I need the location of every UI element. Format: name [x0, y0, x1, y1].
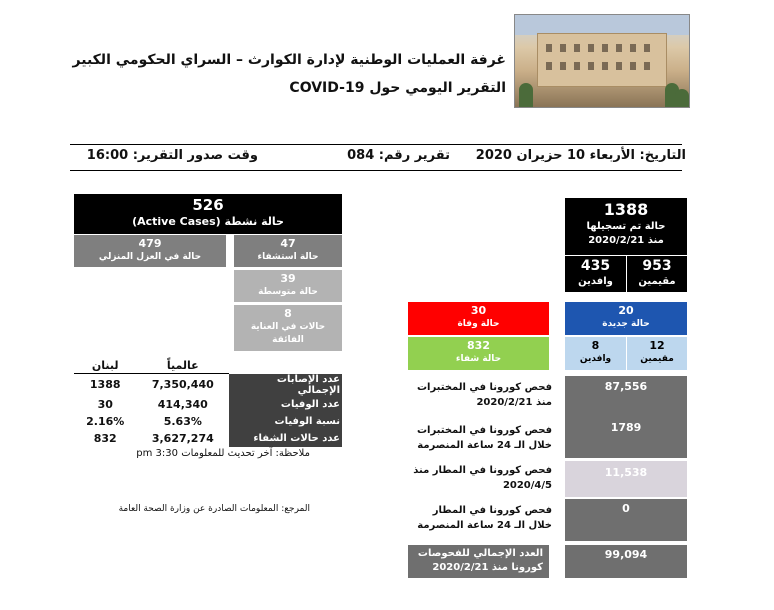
registered-total-card: [565, 198, 687, 255]
row-label: عدد حالات الشفاء: [229, 430, 342, 447]
test-label-airport-24h: فحص كورونا في المطار خلال الـ 24 ساعة المنصرمة: [417, 505, 552, 531]
critical-care-card: [234, 305, 342, 351]
report-title: غرفة العمليات الوطنية لإدارة الكوارث – السراي الحكومي الكبير: [72, 52, 506, 68]
grand-serail-photo: [514, 14, 690, 108]
report-date: التاريخ: الأربعاء 10 حزيران 2020: [475, 148, 686, 163]
lebanon-cell: 1388: [89, 378, 121, 392]
test-value-lab-total: 87,556: [604, 380, 648, 393]
source-note: المرجع: المعلومات الصادرة عن وزارة الصحة العامة: [118, 504, 310, 514]
hospitalized-label: حالة استشفاء: [257, 252, 319, 262]
lebanon-cell: 2.16%: [86, 414, 125, 428]
active-cases-value: 526: [192, 196, 224, 214]
moderate-label: حالة متوسطة: [258, 287, 318, 297]
deaths-card: [408, 302, 549, 335]
new-residents-card: [627, 337, 687, 370]
new-residents-value: 12: [649, 339, 665, 352]
col-lebanon-header: لبنان: [74, 357, 136, 374]
report-issue-time: وقت صدور التقرير: 16:00: [86, 148, 258, 163]
recovered-value: 832: [467, 339, 490, 352]
table-row: [74, 430, 342, 447]
arrivals-label: وافدين: [578, 276, 613, 287]
active-cases-card: [74, 194, 342, 234]
world-lebanon-stats-table: [74, 357, 342, 447]
new-arrivals-card: [565, 337, 626, 370]
new-arrivals-label: وافدين: [579, 354, 612, 364]
critical-care-label: حالات في العناية الفائقة: [250, 322, 326, 345]
moderate-value: 39: [280, 272, 296, 285]
new-cases-label: حالة جديدة: [602, 319, 650, 329]
test-label-grand-total: العدد الإجمالي للفحوصات كورونا منذ 2020/2/21: [417, 548, 543, 573]
active-cases-label: حالة نشطة (Active Cases): [132, 215, 284, 228]
test-value-lab-24h: 1789: [610, 421, 642, 434]
test-label-airport-total: فحص كورونا في المطار منذ 2020/4/5: [413, 465, 552, 491]
critical-care-value: 8: [284, 307, 292, 320]
test-label-lab-total: فحص كورونا في المختبرات منذ 2020/2/21: [416, 382, 552, 408]
registered-residents-card: [627, 256, 687, 292]
world-cell: 3,627,274: [151, 431, 214, 445]
home-isolation-card: [74, 235, 226, 267]
new-cases-card: [565, 302, 687, 335]
row-label: عدد الإصابات الإجمالي: [229, 374, 342, 396]
update-note: ملاحظة: آخر تحديث للمعلومات 3:30 pm: [136, 448, 310, 459]
residents-label: مقيمين: [638, 276, 676, 287]
world-cell: 5.63%: [163, 414, 202, 428]
new-cases-value: 20: [618, 304, 634, 317]
test-value-airport-total-card: [565, 461, 687, 497]
row-label: نسبة الوفيات: [229, 413, 342, 430]
test-value-airport-24h: 0: [622, 502, 630, 515]
arrivals-value: 435: [580, 258, 611, 274]
test-value-grand-total-card: [565, 545, 687, 578]
hospitalized-value: 47: [280, 237, 296, 250]
test-value-airport-total: 11,538: [604, 466, 648, 479]
table-row: [74, 413, 342, 430]
bottom-divider: [70, 170, 682, 171]
hospitalized-card: [234, 235, 342, 267]
report-subtitle: التقرير اليومي حول COVID-19: [289, 80, 506, 96]
moderate-card: [234, 270, 342, 302]
deaths-value: 30: [470, 304, 487, 317]
deaths-label: حالة وفاة: [457, 319, 500, 329]
lebanon-cell: 832: [93, 431, 117, 445]
lebanon-cell: 30: [97, 397, 113, 411]
registered-arrivals-card: [565, 256, 626, 292]
registered-total-label: حالة تم تسجيلها: [586, 221, 666, 232]
home-isolation-value: 479: [138, 237, 162, 250]
col-world-header: عالمياً: [136, 357, 229, 374]
residents-value: 953: [642, 258, 672, 274]
test-label-lab-24h: فحص كورونا في المختبرات خلال الـ 24 ساعة المنصرمة: [416, 425, 552, 451]
registered-total-value: 1388: [603, 200, 649, 219]
world-cell: 414,340: [157, 397, 208, 411]
top-divider: [70, 144, 682, 145]
table-row: [74, 374, 342, 396]
report-number: تقرير رقم: 084: [347, 148, 450, 163]
test-value-lab-total-card: [565, 376, 687, 419]
table-row: [74, 396, 342, 413]
new-arrivals-value: 8: [591, 339, 600, 352]
test-value-airport-24h-card: [565, 499, 687, 541]
registered-since: منذ 2020/2/21: [588, 235, 664, 246]
test-value-grand-total: 99,094: [604, 548, 648, 561]
recovered-label: حالة شفاء: [455, 354, 502, 364]
new-residents-label: مقيمين: [640, 354, 674, 364]
row-label: عدد الوفيات: [229, 396, 342, 413]
test-label-grand-total-card: [408, 545, 549, 578]
world-cell: 7,350,440: [151, 378, 214, 392]
recovered-card: [408, 337, 549, 370]
home-isolation-label: حالة في العزل المنزلي: [98, 252, 202, 262]
test-value-lab-24h-card: [565, 418, 687, 458]
